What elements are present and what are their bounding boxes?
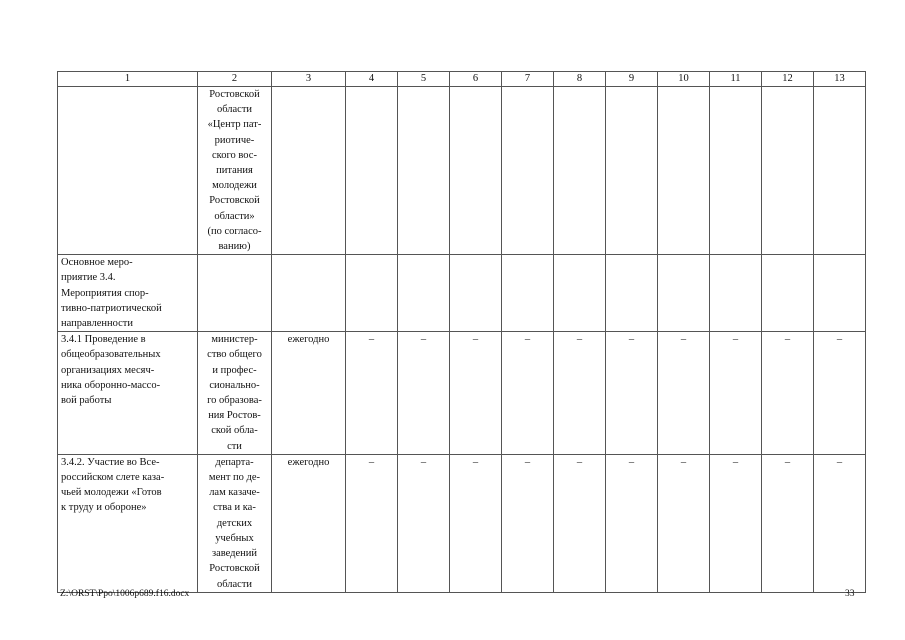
table-cell xyxy=(554,87,606,255)
header-cell: 12 xyxy=(762,72,814,87)
table-row xyxy=(58,332,866,455)
header-cell: 9 xyxy=(606,72,658,87)
program-table xyxy=(57,71,866,593)
table-row xyxy=(58,454,866,592)
header-cell: 4 xyxy=(346,72,398,87)
header-cell: 3 xyxy=(272,72,346,87)
table-cell xyxy=(710,255,762,332)
dash-cell: – xyxy=(346,332,398,455)
table-cell xyxy=(762,87,814,255)
table-cell xyxy=(658,87,710,255)
table-cell xyxy=(710,87,762,255)
table-cell xyxy=(198,255,272,332)
dash-cell: – xyxy=(554,332,606,455)
table-cell xyxy=(658,255,710,332)
dash-cell: – xyxy=(502,454,554,592)
header-cell: 13 xyxy=(814,72,866,87)
table-cell xyxy=(606,87,658,255)
header-cell: 11 xyxy=(710,72,762,87)
period-cell: ежегодно xyxy=(272,454,346,592)
header-cell: 1 xyxy=(58,72,198,87)
table-cell xyxy=(502,255,554,332)
dash-cell: – xyxy=(762,332,814,455)
table-cell xyxy=(762,255,814,332)
executor-cell: департа- мент по де- лам казаче- ства и ка- детских учебных заведений Ростовской области xyxy=(198,454,272,592)
header-cell: 7 xyxy=(502,72,554,87)
dash-cell: – xyxy=(658,454,710,592)
footer-file-path: Z:\ORST\Ppo\1006p689.f16.docx xyxy=(60,589,190,599)
table-cell xyxy=(814,87,866,255)
table-cell xyxy=(450,255,502,332)
dash-cell: – xyxy=(762,454,814,592)
dash-cell: – xyxy=(450,454,502,592)
table-cell xyxy=(272,87,346,255)
table-cell xyxy=(450,87,502,255)
table-row xyxy=(58,255,866,332)
dash-cell: – xyxy=(814,332,866,455)
dash-cell: – xyxy=(346,454,398,592)
dash-cell: – xyxy=(606,454,658,592)
dash-cell: – xyxy=(606,332,658,455)
table-cell xyxy=(554,255,606,332)
table-cell xyxy=(814,255,866,332)
executor-cell: Ростовской области «Центр пат- риотиче- ского вос- питания молодежи Ростовской области» (по согласо- ванию) xyxy=(198,87,272,255)
dash-cell: – xyxy=(710,454,762,592)
dash-cell: – xyxy=(554,454,606,592)
header-cell: 6 xyxy=(450,72,502,87)
table-cell xyxy=(502,87,554,255)
event-name-cell: 3.4.1 Проведение в общеобразовательных организациях месяч- ника оборонно-массо- вой работы xyxy=(58,332,198,455)
table-cell xyxy=(58,87,198,255)
header-cell: 2 xyxy=(198,72,272,87)
header-cell: 5 xyxy=(398,72,450,87)
header-cell: 10 xyxy=(658,72,710,87)
table-cell xyxy=(272,255,346,332)
dash-cell: – xyxy=(658,332,710,455)
dash-cell: – xyxy=(398,332,450,455)
table-row xyxy=(58,87,866,255)
table-header-row xyxy=(58,72,866,87)
header-cell: 8 xyxy=(554,72,606,87)
dash-cell: – xyxy=(450,332,502,455)
period-cell: ежегодно xyxy=(272,332,346,455)
table-cell xyxy=(346,255,398,332)
event-name-cell: Основное меро- приятие 3.4. Мероприятия спор- тивно-патриотической направленности xyxy=(58,255,198,332)
table-cell xyxy=(398,87,450,255)
table-cell xyxy=(398,255,450,332)
dash-cell: – xyxy=(398,454,450,592)
table-cell xyxy=(606,255,658,332)
page-number: 33 xyxy=(845,589,855,599)
dash-cell: – xyxy=(502,332,554,455)
table-cell xyxy=(346,87,398,255)
event-name-cell: 3.4.2. Участие во Все- российском слете каза- чьей молодежи «Готов к труду и обороне» xyxy=(58,454,198,592)
executor-cell: министер- ство общего и профес- сионально- го образова- ния Ростов- ской обла- сти xyxy=(198,332,272,455)
dash-cell: – xyxy=(710,332,762,455)
dash-cell: – xyxy=(814,454,866,592)
